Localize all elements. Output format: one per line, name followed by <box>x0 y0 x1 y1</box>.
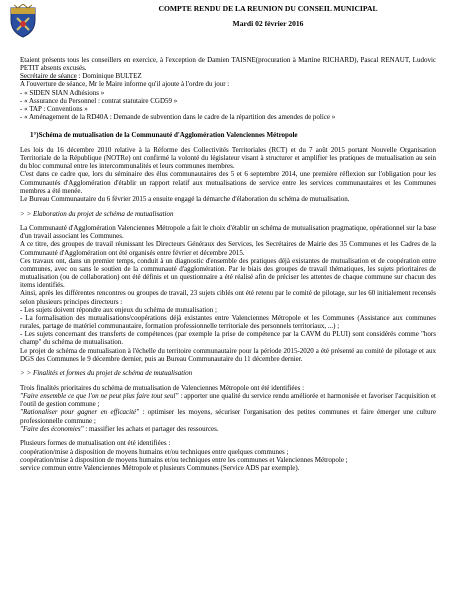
finalite-text: : optimiser les moyens, sécuriser l'organisation des petites communes et faire émerger une culture professionnelle commune ; <box>20 408 436 425</box>
finalites-heading: > > Finalités et formes du projet de schéma de mutualisation <box>20 369 193 378</box>
elaboration-paragraph: La Communauté d'Agglomération Valenciennes Métropole a fait le choix d'établir un schéma de mutualisation pragmatique, opérationnel sur la base d'un travail associant les Communes. <box>20 224 436 241</box>
finalite-item <box>20 425 436 433</box>
finalite-quote: "Faire ensemble ce que l'on ne peut plus faire tout seul" <box>20 392 179 401</box>
elaboration-heading: > > Elaboration du projet de schéma de mutualisation <box>20 209 174 218</box>
secretary-label: Secrétaire de séance <box>20 72 77 81</box>
section-1-paragraph: C'est dans ce cadre que, lors du séminaire des élus communautaires des 5 et 6 septembre 2014, une première réflexion sur l'obligation pour les Communautés d'Agglomération d'établir un rapport relatif aux mutualisations de service entre les services communautaires et les Communes membres a été menée. <box>20 170 436 195</box>
agenda-item: - « Assurance du Personnel : contrat statutaire CGD59 » <box>20 96 178 105</box>
section-1-heading: 1°)Schéma de mutualisation de la Communauté d'Agglomération Valenciennes Métropole <box>30 131 298 140</box>
elaboration-paragraph: Ces travaux ont, dans un premier temps, conduit à un diagnostic d'ensemble des pratiques déjà existantes de mutualisation et de coopération entre communes, avec ou sans le soutien de la communauté d'agglomération. Par le biais des groupes de travail thématiques, les sujets prioritaires de mutualisation (ou de collaboration) ont été définis et un questionnaire a été réalisé afin de préciser les attentes de chaque commune sur chacun des items identifiés. <box>20 256 436 290</box>
finalite-quote: "Rationaliser pour gagner en efficacité" <box>20 408 140 417</box>
secretary-value: : Dominique BULTEZ <box>76 72 142 81</box>
form-item: coopération/mise à disposition de moyens humains et/ou techniques entre les communes et Valenciennes Métropole ; <box>20 455 348 464</box>
elaboration-paragraph: A ce titre, des groupes de travail réunissant les Directeurs Généraux des Services, les Secrétaires de Mairie des 35 Communes et les Cadres de la Communauté d'Agglomération ont été organisés entre février et décembre 2015. <box>20 240 436 257</box>
form-item: coopération/mise à disposition de moyens humains et/ou techniques entre quelques communes ; <box>20 447 289 456</box>
report-title <box>118 4 418 28</box>
elaboration-paragraph: - Les sujets doivent répondre aux enjeux du schéma de mutualisation ; <box>20 305 217 314</box>
title-line-1: COMPTE RENDU DE LA REUNION DU CONSEIL MUNICIPAL <box>158 4 378 13</box>
form-item: service commun entre Valenciennes Métropole et plusieurs Communes (Service ADS par exemple). <box>20 463 300 472</box>
finalite-quote: "Faire des économies" <box>20 424 84 433</box>
report-body <box>20 56 436 472</box>
forms-intro: Plusieurs formes de mutualisation ont été identifiées : <box>20 439 171 448</box>
agenda-intro: A l'ouverture de séance, Mr le Maire informe qu'il ajoute à l'ordre du jour : <box>20 80 230 89</box>
section-1-paragraph: Les lois du 16 décembre 2010 relative à la Réforme des Collectivités Territoriales (RCT) et du 7 août 2015 portant Nouvelle Organisation Territoriale de la République (NOTRe) ont confirmé la volonté du législateur visant à structurer et amplifier les pratiques de mutualisation au sein du bloc communal entre les intercommunalités et leurs communes membres. <box>20 145 436 171</box>
finalite-item <box>20 408 436 424</box>
elaboration-paragraph: - Les sujets concernant des transferts de compétences (par exemple la prise de compétence par la CAVM du PLUI) sont considérés comme "hors champ" du schéma de mutualisation. <box>20 330 436 347</box>
finalite-item <box>20 392 436 408</box>
secretary-line <box>20 72 436 80</box>
elaboration-paragraph: Ainsi, après les différentes rencontres ou groupes de travail, 23 sujets ciblés ont été retenu par le comité de pilotage, sur les 60 initialement recensés selon plusieurs principes directeurs : <box>20 289 436 306</box>
title-line-2: Mardi 02 février 2016 <box>232 19 304 28</box>
section-1-paragraph: Le Bureau Communautaire du 6 février 2015 a ensuite engagé la démarche d'élaboration du schéma de mutualisation. <box>20 194 350 203</box>
finalite-text: : apporter une qualité du service rendu améliorée et harmonisée et favoriser l'acquisition et l'outil de gestion commune ; <box>20 392 436 409</box>
municipal-crest-logo <box>8 4 38 38</box>
agenda-item: - « Aménagement de la RD40A : Demande de subvention dans le cadre de la répartition des amendes de police » <box>20 113 336 122</box>
elaboration-paragraph: Le projet de schéma de mutualisation à l'échelle du territoire communautaire pour la période 2015-2020 a été présenté au comité de pilotage et aux DGS des Communes le 9 décembre dernier, puis au Bureau Communautaire du 11 décembre dernier. <box>20 346 436 363</box>
finalite-text: : massifier les achats et partager des ressources. <box>83 424 219 433</box>
elaboration-paragraph: - La formalisation des mutualisations/coopérations déjà existantes entre Valenciennes Métropole et les Communes (Assistance aux communes rurales, partage de matériel communautaire, formation professionnelle territoriale des personnels territoriaux, ...) ; <box>20 313 436 331</box>
agenda-item: - « SIDEN SIAN Adhésions » <box>20 88 105 97</box>
attendance-text: Etaient présents tous les conseillers en exercice, à l'exception de Damien TAISNE(procuration à Martine RICHARD), Pascal RENAUT, Ludovic PETIT absents excusés. <box>20 56 436 73</box>
agenda-item: - « TAP : Conventions » <box>20 104 88 113</box>
finalites-intro: Trois finalités prioritaires du schéma de mutualisation de Valenciennes Métropole ont été identifiées : <box>20 383 305 392</box>
